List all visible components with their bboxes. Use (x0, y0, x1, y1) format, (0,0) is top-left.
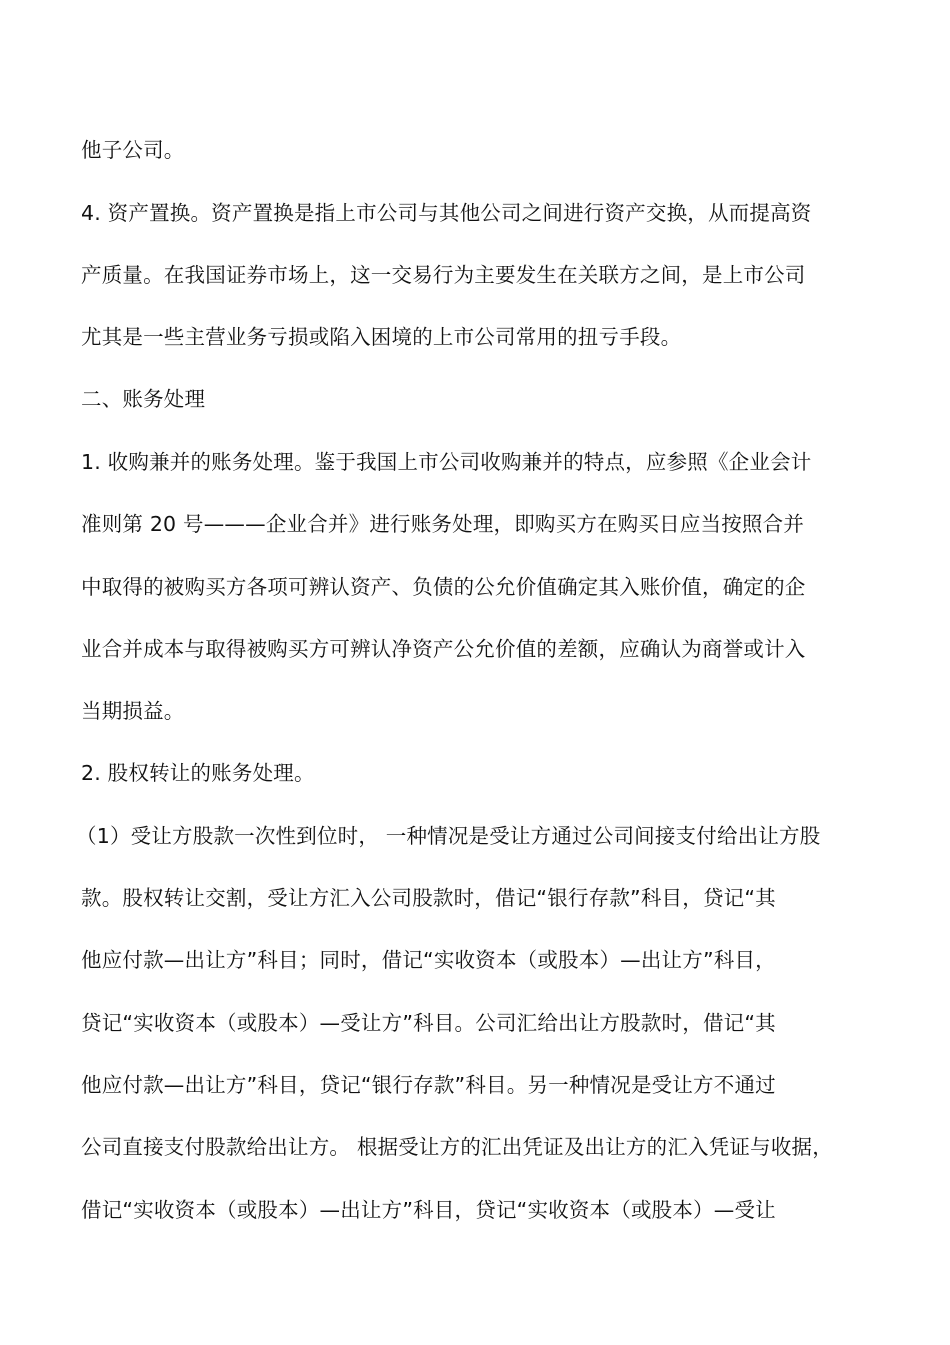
text-line-14: 他应付款—出让方”科目；同时，借记“实收资本（或股本）—出让方”科目， (81, 948, 776, 972)
text-line-3: 产质量。在我国证券市场上，这一交易行为主要发生在关联方之间，是上市公司 (81, 263, 806, 287)
text-line-18: 借记“实收资本（或股本）—出让方”科目，贷记“实收资本（或股本）—受让 (81, 1198, 776, 1222)
text-line-7: 准则第 20 号———企业合并》进行账务处理，即购买方在购买日应当按照合并 (81, 512, 805, 536)
text-line-11: 2. 股权转让的账务处理。 (81, 761, 315, 785)
text-line-16: 他应付款—出让方”科目，贷记“银行存款”科目。另一种情况是受让方不通过 (81, 1073, 776, 1097)
text-line-2: 4. 资产置换。资产置换是指上市公司与其他公司之间进行资产交换，从而提高资 (81, 201, 812, 225)
section-heading: 二、账务处理 (81, 387, 206, 411)
text-line-15: 贷记“实收资本（或股本）—受让方”科目。公司汇给出让方股款时，借记“其 (81, 1011, 776, 1035)
text-line-13: 款。股权转让交割，受让方汇入公司股款时，借记“银行存款”科目，贷记“其 (81, 886, 776, 910)
text-line-1: 他子公司。 (81, 138, 185, 162)
text-line-9: 业合并成本与取得被购买方可辨认净资产公允价值的差额，应确认为商誉或计入 (81, 637, 806, 661)
text-line-12: （1）受让方股款一次性到位时， 一种情况是受让方通过公司间接支付给出让方股 (76, 824, 821, 848)
text-line-8: 中取得的被购买方各项可辨认资产、负债的公允价值确定其入账价值，确定的企 (81, 575, 806, 599)
text-line-17: 公司直接支付股款给出让方。 根据受让方的汇出凭证及出让方的汇入凭证与收据， (81, 1135, 833, 1159)
text-line-10: 当期损益。 (81, 699, 185, 723)
text-line-4: 尤其是一些主营业务亏损或陷入困境的上市公司常用的扭亏手段。 (81, 325, 682, 349)
text-line-6: 1. 收购兼并的账务处理。鉴于我国上市公司收购兼并的特点，应参照《企业会计 (81, 450, 812, 474)
